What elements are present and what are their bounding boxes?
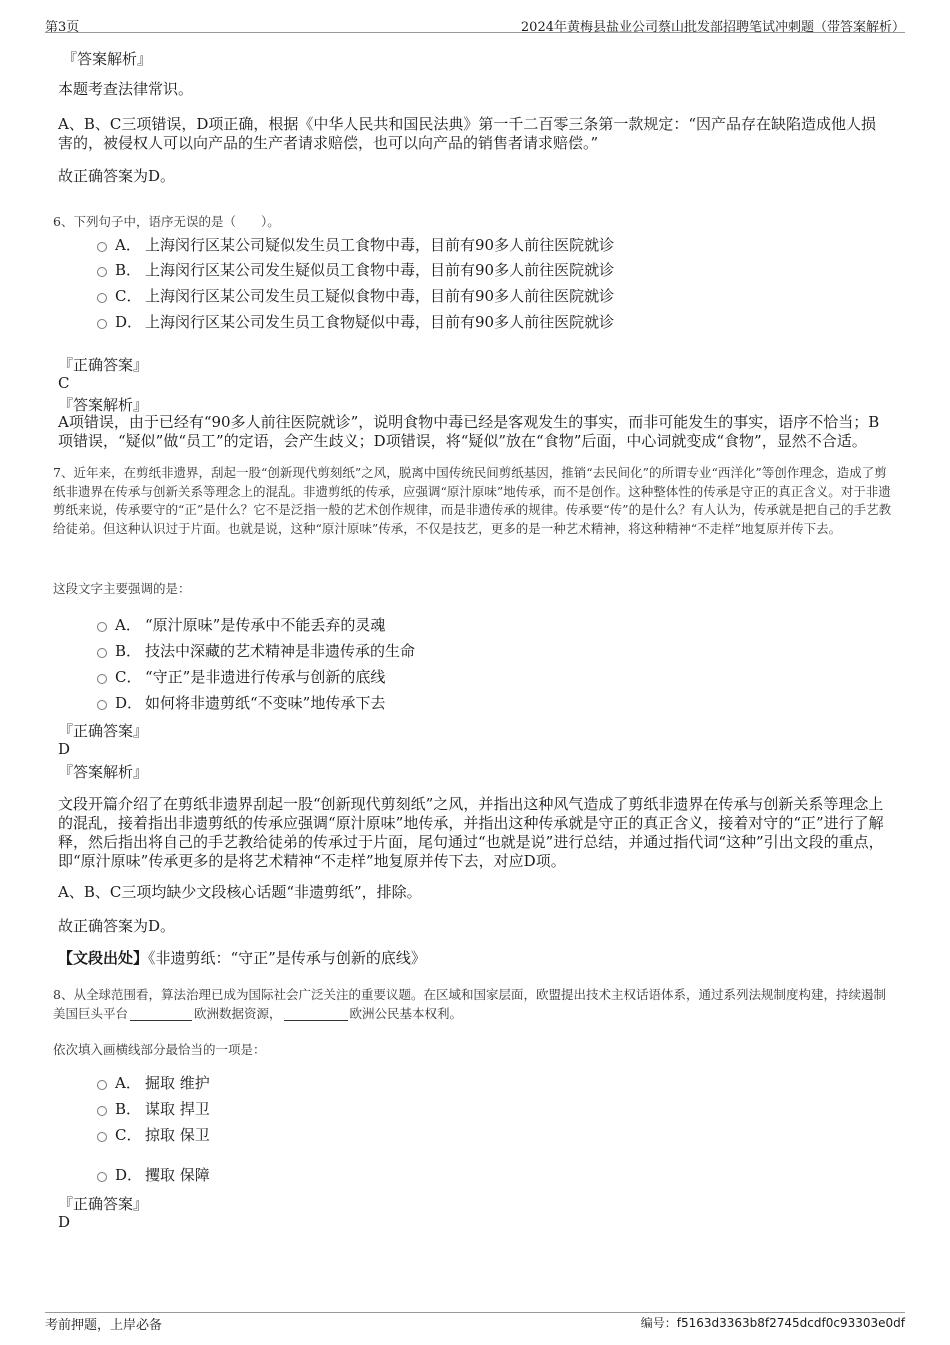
option-key: A．: [115, 1074, 141, 1092]
radio-icon[interactable]: [97, 1172, 107, 1182]
radio-icon[interactable]: [97, 648, 107, 658]
radio-icon[interactable]: [97, 1132, 107, 1142]
q7-source-text: 《非遗剪纸：“守正”是传承与创新的底线》: [148, 949, 426, 967]
option-text: 掘取 维护: [145, 1074, 210, 1092]
q5-analysis-p3: 故正确答案为D。: [58, 167, 176, 185]
q8-stem-part-c: 欧洲公民基本权利。: [349, 1005, 463, 1021]
option-key: B．: [115, 261, 142, 279]
q5-analysis-p1: 本题考查法律常识。: [58, 80, 194, 98]
option-key: D．: [115, 694, 143, 712]
option-key: A．: [115, 616, 141, 634]
option-key: C．: [115, 287, 142, 305]
q5-analysis-p2: A、B、C三项错误，D项正确，根据《中华人民共和国民法典》第一千二百零三条第一款规定：“因产品存在缺陷造成他人损害的，被侵权人可以向产品的生产者请求赔偿，也可以向产品的销售者请求赔偿。”: [58, 115, 877, 152]
option-key: A．: [115, 236, 141, 254]
option-text: 如何将非遗剪纸“不变味”地传承下去: [145, 694, 386, 712]
blank-line-1: [130, 1020, 192, 1021]
q6-option-c[interactable]: [97, 286, 614, 306]
q7-option-d[interactable]: [97, 693, 385, 713]
q6-stem: 6、下列句子中，语序无误的是（ ）。: [53, 214, 280, 229]
q7-option-c[interactable]: [97, 667, 385, 687]
q7-source-label: 【文段出处】: [58, 949, 149, 967]
q7-analysis-p3: 故正确答案为D。: [58, 917, 176, 935]
radio-icon[interactable]: [97, 242, 107, 252]
q6-analysis: A项错误，由于已经有“90多人前往医院就诊”，说明食物中毒已经是客观发生的事实，而非可能发生的事实，语序不恰当；B项错误，“疑似”做“员工”的定语，会产生歧义；D项错误，将“疑似”放在“食物”后面，中心词就变成“食物”，显然不合适。: [58, 413, 880, 450]
q8-stem: [53, 986, 898, 1023]
option-key: D．: [115, 1166, 143, 1184]
q7-option-b[interactable]: [97, 641, 415, 661]
blank-line-2: [284, 1020, 348, 1021]
radio-icon[interactable]: [97, 700, 107, 710]
q7-analysis-tag: 『答案解析』: [58, 763, 149, 781]
option-key: C．: [115, 1126, 142, 1144]
option-text: 谋取 捍卫: [145, 1100, 210, 1118]
option-key: C．: [115, 668, 142, 686]
q8-option-d[interactable]: [97, 1165, 210, 1185]
radio-icon[interactable]: [97, 267, 107, 277]
page-header: [45, 12, 905, 35]
q7-analysis-p1: 文段开篇介绍了在剪纸非遗界刮起一股“创新现代剪刻纸”之风，并指出这种风气造成了剪纸非遗界在传承与创新关系等理念上的混乱，接着指出非遗剪纸的传承应强调“原汁原味”地传承，并指出这种传承就是守正的真正含义，接着对守的“正”进行了解释，然后指出将自己的手艺教给徒弟的传承过于片面，尾句通过“也就是说”进行总结，并通过指代词“这种”引出文段的重点，即“原汁原味”传承更多的是将艺术精神“不走样”地复原并传下去，对应D项。: [58, 795, 884, 870]
page-number: 第3页: [45, 20, 80, 35]
radio-icon[interactable]: [97, 674, 107, 684]
footer-slogan: 考前押题，上岸必备: [45, 1318, 163, 1333]
document-title: 2024年黄梅县盐业公司蔡山批发部招聘笔试冲刺题（带答案解析）: [520, 20, 905, 35]
option-text: “守正”是非遗进行传承与创新的底线: [145, 668, 386, 686]
q6-option-b[interactable]: [97, 260, 614, 280]
q7-option-a[interactable]: [97, 615, 385, 635]
option-text: 上海闵行区某公司发生疑似员工食物中毒，目前有90多人前往医院就诊: [145, 261, 615, 279]
q6-option-d[interactable]: [97, 312, 614, 332]
radio-icon[interactable]: [97, 1080, 107, 1090]
q6-answer-tag: 『正确答案』: [58, 356, 149, 374]
option-text: 上海闵行区某公司发生员工食物疑似中毒，目前有90多人前往医院就诊: [145, 313, 615, 331]
q8-option-c[interactable]: [97, 1125, 210, 1145]
q7-question: 这段文字主要强调的是：: [53, 581, 191, 596]
option-text: 攫取 保障: [145, 1166, 210, 1184]
q5-analysis-tag: 『答案解析』: [62, 50, 153, 68]
radio-icon[interactable]: [97, 1106, 107, 1116]
option-key: B．: [115, 642, 142, 660]
q8-stem-part-a: 8、从全球范围看，算法治理已成为国际社会广泛关注的重要议题。在区域和国家层面，欧盟提出技术主权话语体系，通过系列法规制度构建，持续遏制美国巨头平台: [53, 987, 886, 1021]
q7-answer: D: [58, 740, 71, 758]
q7-stem: 7、近年来，在剪纸非遗界，刮起一股“创新现代剪刻纸”之风，脱离中国传统民间剪纸基因，推销“去民间化”的所谓专业“西洋化”等创作理念，造成了剪纸非遗界在传承与创新关系等理念上的混乱。非遗剪纸的传承，应强调“原汁原味”地传承，而不是创作。这种整体性的传承是守正的真正含义。对于非遗剪纸来说，传承要守的“正”是什么？它不是泛指一般的艺术创作规律，而是非遗传承的规律。传承要“传”的是什么？有人认为，传承就是把自己的手艺教给徒弟。但这种认识过于片面。也就是说，这种“原汁原味”传承，不仅是技艺，更多的是一种艺术精神，将这种精神“不走样”地复原并传下去。: [53, 465, 892, 536]
option-text: 上海闵行区某公司疑似发生员工食物中毒，目前有90多人前往医院就诊: [145, 236, 615, 254]
option-text: 上海闵行区某公司发生员工疑似食物中毒，目前有90多人前往医院就诊: [145, 287, 615, 305]
document-code: 编号：f5163d3363b8f2745dcdf0c93303e0df: [640, 1316, 905, 1330]
option-key: B．: [115, 1100, 142, 1118]
q7-answer-tag: 『正确答案』: [58, 722, 149, 740]
radio-icon[interactable]: [97, 622, 107, 632]
q8-answer: D: [58, 1213, 71, 1231]
option-text: 技法中深藏的艺术精神是非遗传承的生命: [145, 642, 416, 660]
q8-answer-tag: 『正确答案』: [58, 1195, 149, 1213]
radio-icon[interactable]: [97, 319, 107, 329]
option-key: D．: [115, 313, 143, 331]
q6-analysis-tag: 『答案解析』: [58, 396, 149, 414]
q8-stem-part-b: 欧洲数据资源，: [194, 1005, 282, 1021]
q8-question: 依次填入画横线部分最恰当的一项是：: [53, 1042, 266, 1057]
q8-option-a[interactable]: [97, 1073, 210, 1093]
option-text: 掠取 保卫: [145, 1126, 210, 1144]
q6-answer: C: [58, 374, 70, 392]
option-text: “原汁原味”是传承中不能丢弃的灵魂: [145, 616, 386, 634]
header-divider: [45, 32, 905, 33]
q8-option-b[interactable]: [97, 1099, 210, 1119]
q6-option-a[interactable]: [97, 235, 614, 255]
radio-icon[interactable]: [97, 293, 107, 303]
q7-analysis-p2: A、B、C三项均缺少文段核心话题“非遗剪纸”，排除。: [58, 883, 422, 901]
q7-source: [58, 949, 426, 968]
footer-divider: [45, 1312, 905, 1313]
